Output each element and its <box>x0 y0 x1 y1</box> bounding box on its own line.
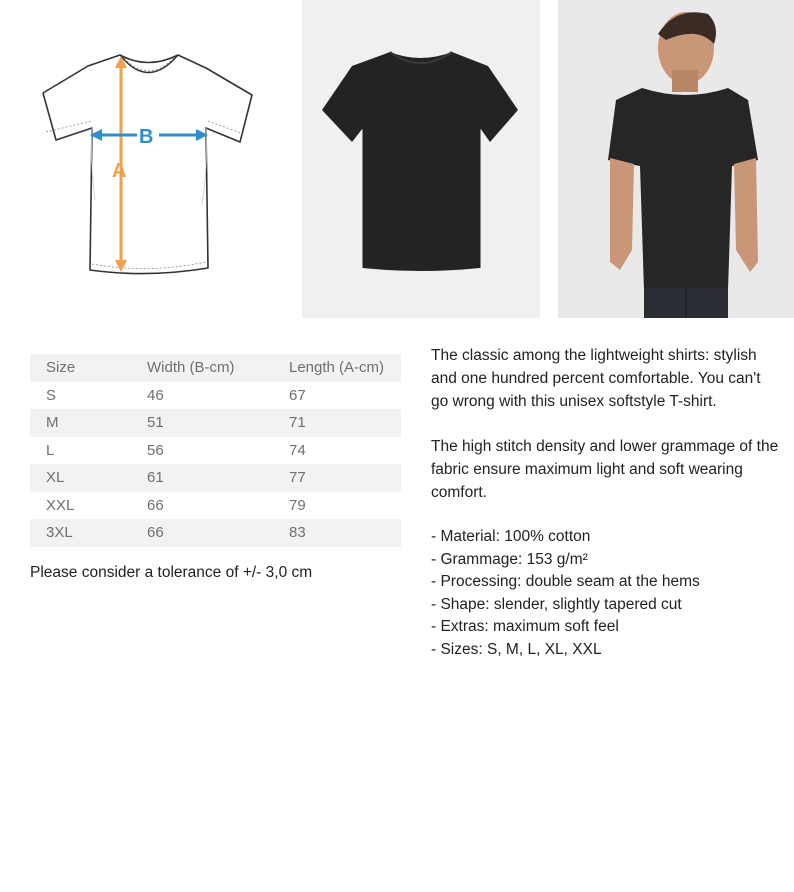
cell-width: 51 <box>147 414 164 432</box>
cell-width: 66 <box>147 496 164 514</box>
cell-size: XL <box>46 469 65 487</box>
tolerance-note: Please consider a tolerance of +/- 3,0 cm <box>30 564 313 581</box>
cell-length: 71 <box>289 414 306 432</box>
size-diagram <box>0 0 296 318</box>
feature-item: - Extras: maximum soft feel <box>431 618 619 636</box>
label-a: A <box>112 160 127 182</box>
table-row <box>30 492 401 520</box>
feature-item: - Shape: slender, slightly tapered cut <box>431 595 682 613</box>
cell-size: L <box>46 441 55 459</box>
size-table <box>30 354 401 547</box>
header-length: Length (A-cm) <box>289 359 385 377</box>
product-description <box>431 344 781 662</box>
cell-length: 77 <box>289 469 306 487</box>
table-row <box>30 409 401 437</box>
product-photo-flat <box>302 0 540 318</box>
table-row <box>30 437 401 465</box>
cell-size: 3XL <box>46 524 73 542</box>
cell-width: 61 <box>147 469 164 487</box>
header-size: Size <box>46 359 76 377</box>
label-b: B <box>139 126 154 148</box>
cell-length: 74 <box>289 441 306 459</box>
feature-item: - Sizes: S, M, L, XL, XXL <box>431 640 602 658</box>
model-wearing-tshirt-image <box>558 0 794 318</box>
cell-width: 56 <box>147 441 164 459</box>
description-paragraph: The high stitch density and lower grammage of the fabric ensure maximum light and soft wearing comfort. <box>431 438 779 501</box>
header-width: Width (B-cm) <box>147 359 235 377</box>
cell-size: XXL <box>46 496 75 514</box>
feature-list <box>431 526 781 662</box>
table-header-row <box>30 354 401 382</box>
cell-width: 66 <box>147 524 164 542</box>
table-row <box>30 382 401 410</box>
feature-item: - Material: 100% cotton <box>431 528 591 545</box>
cell-size: M <box>46 414 59 432</box>
cell-length: 83 <box>289 524 306 542</box>
tshirt-outline-drawing <box>0 0 296 318</box>
table-row <box>30 519 401 547</box>
cell-length: 67 <box>289 386 306 404</box>
feature-item: - Processing: double seam at the hems <box>431 573 700 591</box>
product-photo-model <box>558 0 794 318</box>
black-tshirt-image <box>302 0 540 318</box>
cell-length: 79 <box>289 496 306 514</box>
cell-size: S <box>46 386 57 404</box>
feature-item: - Grammage: 153 g/m² <box>431 550 588 568</box>
cell-width: 46 <box>147 386 164 404</box>
description-paragraph: The classic among the lightweight shirts: stylish and one hundred percent comfortable. You can't go wrong with this unisex softstyle T-shirt. <box>431 347 761 410</box>
table-row <box>30 464 401 492</box>
